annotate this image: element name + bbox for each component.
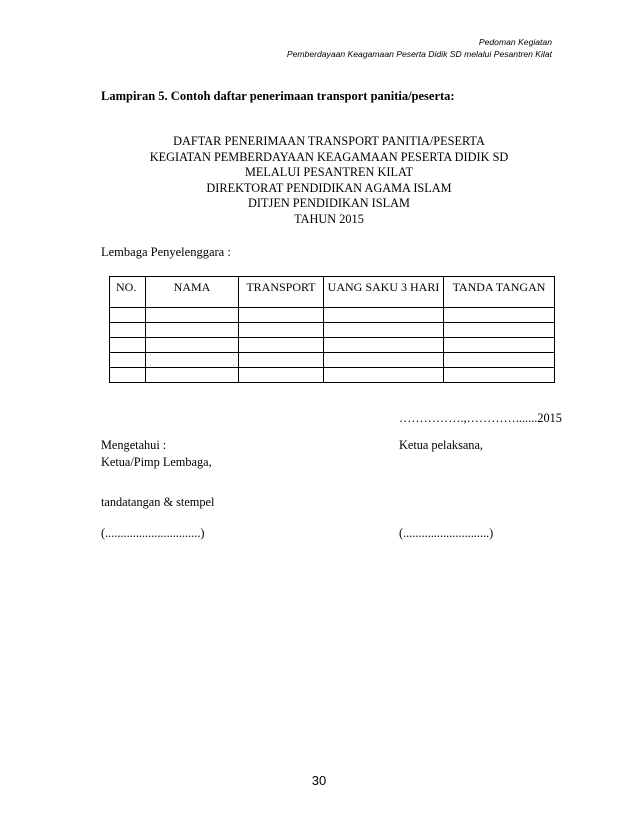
title-line: DIREKTORAT PENDIDIKAN AGAMA ISLAM <box>206 180 452 195</box>
table-row <box>110 308 555 323</box>
table-row <box>110 323 555 338</box>
table-body <box>110 308 555 383</box>
page-number: 30 <box>311 773 327 788</box>
table-cell <box>239 368 324 383</box>
table-cell <box>110 368 146 383</box>
table-cell <box>110 323 146 338</box>
table-header-row <box>110 277 555 308</box>
table-row <box>110 338 555 353</box>
table-cell <box>239 338 324 353</box>
table-row <box>110 368 555 383</box>
table-row <box>110 353 555 368</box>
running-header-subtitle: Pemberdayaan Keagamaan Peserta Didik SD melalui Pesantren Kilat <box>286 49 552 59</box>
table-cell <box>444 368 555 383</box>
table-cell <box>444 323 555 338</box>
table-cell <box>239 308 324 323</box>
table-cell <box>110 353 146 368</box>
title-line: DITJEN PENDIDIKAN ISLAM <box>248 196 410 211</box>
table-cell <box>239 323 324 338</box>
table-cell <box>324 323 444 338</box>
table-cell <box>146 368 239 383</box>
table-cell <box>444 353 555 368</box>
table-cell <box>110 338 146 353</box>
column-header-uang-saku: UANG SAKU 3 HARI <box>324 277 444 308</box>
table-cell <box>324 338 444 353</box>
column-header-tanda-tangan: TANDA TANGAN <box>444 277 555 308</box>
column-header-nama: NAMA <box>146 277 239 308</box>
title-line: MELALUI PESANTREN KILAT <box>244 165 414 180</box>
table-cell <box>444 338 555 353</box>
title-line: DAFTAR PENERIMAAN TRANSPORT PANITIA/PESERTA <box>173 134 485 148</box>
title-line: KEGIATAN PEMBERDAYAAN KEAGAMAAN PESERTA DIDIK SD <box>149 149 509 164</box>
date-line: …………….,………….......2015 <box>399 411 562 425</box>
column-header-transport: TRANSPORT <box>239 277 324 308</box>
transport-receipt-table <box>109 276 555 383</box>
sign-stamp-label: tandatangan & stempel <box>101 495 215 509</box>
running-header-title: Pedoman Kegiatan <box>478 37 552 47</box>
table-cell <box>324 308 444 323</box>
head-institution-label: Ketua/Pimp Lembaga, <box>101 455 212 469</box>
name-placeholder-left: (...............................) <box>101 526 205 540</box>
name-placeholder-right: (............................) <box>399 526 494 540</box>
section-title: Lampiran 5. Contoh daftar penerimaan transport panitia/peserta: <box>101 89 455 103</box>
acknowledged-label: Mengetahui : <box>101 438 167 452</box>
table-cell <box>146 308 239 323</box>
table-cell <box>239 353 324 368</box>
table-cell <box>110 308 146 323</box>
table-cell <box>146 338 239 353</box>
column-header-no: NO. <box>110 277 146 308</box>
committee-chair-label: Ketua pelaksana, <box>399 438 483 452</box>
table-cell <box>324 368 444 383</box>
table-cell <box>146 353 239 368</box>
document-title-block <box>100 134 558 228</box>
title-line: TAHUN 2015 <box>294 211 364 226</box>
table-cell <box>324 353 444 368</box>
table-cell <box>444 308 555 323</box>
organizer-label: Lembaga Penyelenggara : <box>101 245 231 259</box>
table-cell <box>146 323 239 338</box>
